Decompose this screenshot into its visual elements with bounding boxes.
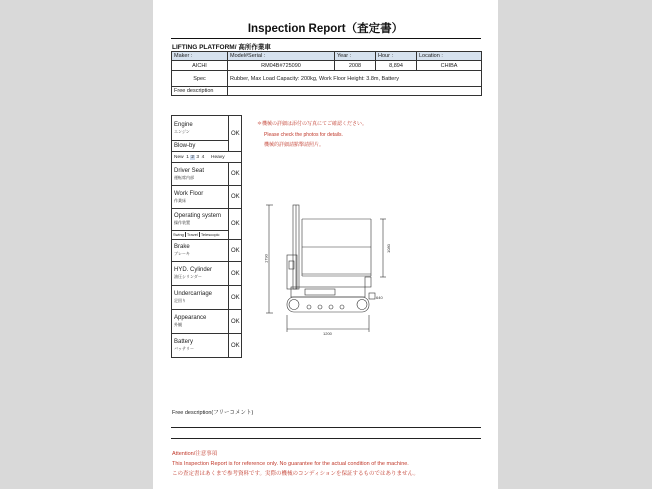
driver-seat-result: OK: [229, 163, 242, 186]
appearance-label: Appearance 外観: [172, 310, 229, 334]
hyd-cylinder-label: HYD. Cylinder 油圧シリンダー: [172, 262, 229, 286]
blowby-selected: 2: [191, 154, 194, 160]
photo-notes: [257, 119, 367, 151]
work-floor-label: Work Floor 作業床: [172, 186, 229, 209]
note-english: Please check the photos for details.: [264, 131, 343, 138]
location-header: Location :: [417, 52, 482, 61]
spec-label: Spec: [172, 71, 228, 87]
model-header: Model#Serial :: [228, 52, 335, 61]
appearance-result: OK: [229, 310, 242, 334]
operating-system-subitems: Swing Travel Telescopic: [172, 231, 229, 240]
attention-english: This Inspection Report is for reference only. No guarantee for the actual condition of the machine.: [172, 461, 409, 467]
spec-value: Rubber, Max Load Capacity: 200kg, Work Floor Height: 3.8m, Battery: [228, 71, 482, 87]
maker-value: AICHI: [172, 61, 228, 71]
free-description-comment-label: Free description(フリーコメント): [172, 410, 254, 416]
battery-label: Battery バッテリー: [172, 334, 229, 358]
operating-system-label: Operating system 操作装置: [172, 209, 229, 231]
model-value: RM04B#725090: [228, 61, 335, 71]
blowby-scale: New 1 2 3 4 Heavy: [172, 152, 242, 163]
undercarriage-label: Undercarriage 足回り: [172, 286, 229, 310]
machine-side-view-drawing: [265, 195, 395, 345]
height-dimension: 1790: [263, 254, 269, 263]
inspection-checklist: [171, 115, 242, 358]
driver-seat-label: Driver Seat 運転席内部: [172, 163, 229, 186]
comment-line-1: [171, 427, 481, 428]
undercarriage-result: OK: [229, 286, 242, 310]
work-floor-result: OK: [229, 186, 242, 209]
report-title: Inspection Report（査定書）: [247, 23, 404, 35]
attention-notice: [172, 449, 419, 479]
blowby-label: Blow-by: [172, 141, 229, 152]
report-page: [153, 0, 498, 489]
year-header: Year :: [335, 52, 376, 61]
battery-result: OK: [229, 334, 242, 358]
operating-system-result: OK: [229, 209, 242, 240]
machine-category: LIFTING PLATFORM/ 高所作業車: [172, 44, 271, 51]
hour-value: 8,894: [376, 61, 417, 71]
note-japanese: ＊機械の詳細は添付の写真にてご確認ください。: [257, 121, 368, 127]
comment-line-2: [171, 438, 481, 439]
rail-dimension: 1080: [386, 244, 391, 253]
width-dimension: 640: [376, 295, 383, 300]
hour-header: Hour :: [376, 52, 417, 61]
attention-japanese: この査定書はあくまで参考資料です。実際の機械のコンディションを保証するものではありません。: [172, 471, 419, 477]
brake-label: Brake ブレーキ: [172, 240, 229, 262]
year-value: 2008: [335, 61, 376, 71]
free-description-value: [228, 87, 482, 96]
length-dimension: 1200: [323, 331, 332, 336]
machine-info-table: [171, 51, 482, 96]
hyd-cylinder-result: OK: [229, 262, 242, 286]
title-rule: [171, 38, 481, 39]
note-chinese: 機械的詳細請點擊請照片。: [264, 142, 325, 148]
engine-label: Engine エンジン: [172, 116, 229, 141]
attention-label: Attention/注意事項: [172, 451, 218, 457]
maker-header: Maker :: [172, 52, 228, 61]
location-value: CHIBA: [417, 61, 482, 71]
brake-result: OK: [229, 240, 242, 262]
engine-result: OK: [229, 116, 242, 152]
free-description-label: Free description: [172, 87, 228, 96]
